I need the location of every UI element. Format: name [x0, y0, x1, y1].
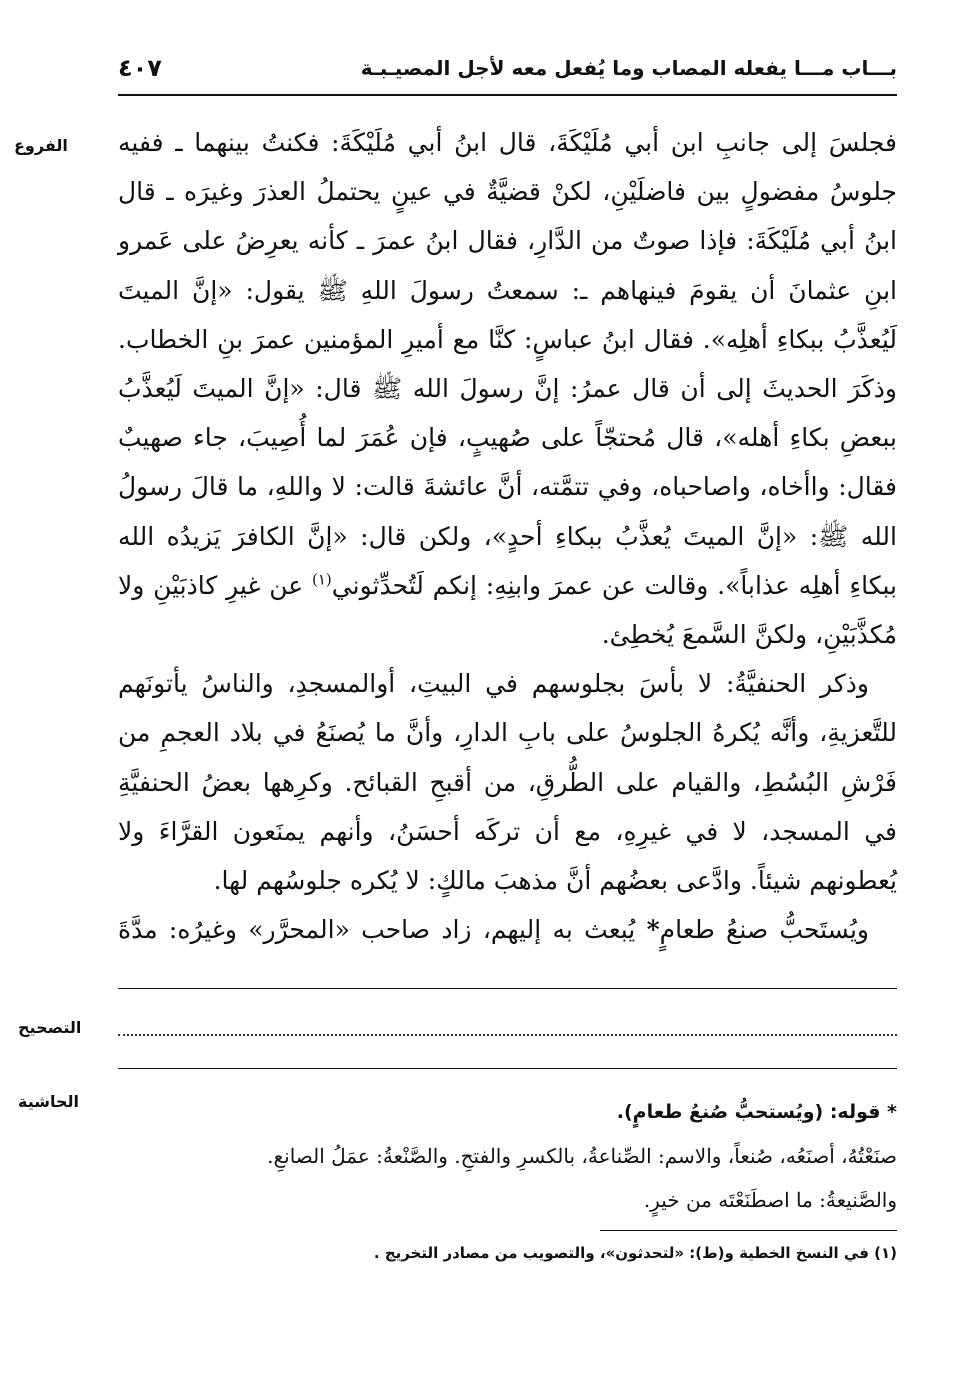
paragraph-3 [118, 905, 897, 954]
running-title: بـــاب مـــا يفعله المصاب وما يُفعل معه لأجل المصيـبـة [360, 56, 897, 80]
margin-label-furu: الفروع [14, 136, 68, 155]
footnote-reference: (١) [312, 570, 332, 589]
text-divider [118, 988, 897, 989]
page-number: ٤٠٧ [118, 54, 162, 82]
main-text [118, 118, 897, 954]
paragraph-1 [118, 118, 897, 659]
tashih-dotted-line [118, 1034, 897, 1036]
paragraph-2: وذكر الحنفيَّةُ: لا بأسَ بجلوسهم في البيتِ، أوالمسجدِ، والناسُ يأتونَهم للتَّعزيةِ، وأنَّه يُكرهُ الجلوسُ على بابِ الدارِ، وأنَّ ما يُصنَعُ في بلاد العجمِ من فَرْشِ البُسُطِ، والقيام على الطُّرقِ، من أقبحِ القبائح. وكرِهها بعضُ الحنفيَّةِ في المسجد، لا في غيرِهِ، مع أن تركَه أحسَنُ، وأنهم يمنَعون القرَّاءَ ولا يُعطونهم شيئاً. وادَّعى بعضُهم أنَّ مذهبَ مالكٍ: لا يُكره جلوسُهم لها. [118, 669, 897, 896]
hashiya-section [118, 1090, 897, 1222]
footnote: (١) في النسخ الخطية و(ط): «لتحدثون»، والتصويب من مصادر التخريج . [373, 1244, 897, 1262]
hashiya-divider [118, 1068, 897, 1069]
footnote-divider [600, 1230, 897, 1231]
hashiya-heading: * قوله: (ويُستحبُّ صُنعُ طعامٍ). [616, 1101, 897, 1123]
page-header [118, 44, 897, 96]
paragraph-3-start: ويُستَحبُّ صنعُ طعامٍ [659, 915, 870, 945]
hashiya-line-2: والصَّنيعةُ: ما اصطَنَعْتَه من خيرٍ. [643, 1188, 897, 1212]
paragraph-1-end: عن غيرِ كاذبَيْنِ ولا مُكذَّبَيْنِ، ولكنَّ السَّمعَ يُخطِئ. [118, 570, 897, 650]
margin-label-tashih: التصحيح [18, 1018, 82, 1037]
asterisk-mark: * [646, 915, 660, 945]
hashiya-line-1: صنَعْتُهُ، أصنَعُه، صُنعاً، والاسم: الصِّناعةُ، بالكسرِ والفتحِ. والصَّنْعةُ: عمَلُ الصانعِ. [267, 1144, 897, 1168]
margin-label-hashiya: الحاشية [18, 1092, 79, 1111]
paragraph-3-end: يُبعث به إليهم، زاد صاحب «المحرَّر» وغيرُه: مدَّةَ [118, 915, 636, 945]
paragraph-1-body: فجلسَ إلى جانبِ ابن أبي مُلَيْكَةَ، قال ابنُ أبي مُلَيْكَةَ: فكنتُ بينهما ـ ففيه جلوسُ مفضولٍ بين فاضلَيْنِ، لكنْ قضيَّةٌ في عينٍ يحتملُ العذرَ وغيرَه ـ قال ابنُ أبي مُلَيْكَةَ: فإذا صوتٌ من الدَّارِ، فقال ابنُ عمرَ ـ كأنه يعرِضُ على عَمرو ابنِ عثمانَ أن يقومَ فينهاهم ـ: سمعتُ رسولَ اللهِ ﷺ يقول: «إنَّ الميتَ لَيُعذَّبُ ببكاءِ أهلِه». فقال ابنُ عباسٍ: كنَّا مع أميرِ المؤمنين عمرَ بنِ الخطاب. وذكَرَ الحديثَ إلى أن قال عمرُ: إنَّ رسولَ الله ﷺ قال: «إنَّ الميتَ لَيُعذَّبُ ببعضِ بكاءِ أهله»، قال مُحتجّاً على صُهيبٍ، فإن عُمَرَ لما أُصِيبَ، جاء صهيبٌ فقال: واأخاه، واصاحباه، وفي تتمَّته، أنَّ عائشةَ قالت: لا واللهِ، ما قالَ رسولُ الله ﷺ: «إنَّ الميتَ يُعذَّبُ ببكاءِ أحدٍ»، ولكن قال: «إنَّ الكافرَ يَزيدُه الله ببكاءِ أهلِه عذاباً». وقالت عن عمرَ وابنِهِ: إنكم لَتُحدِّثوني [118, 128, 897, 600]
